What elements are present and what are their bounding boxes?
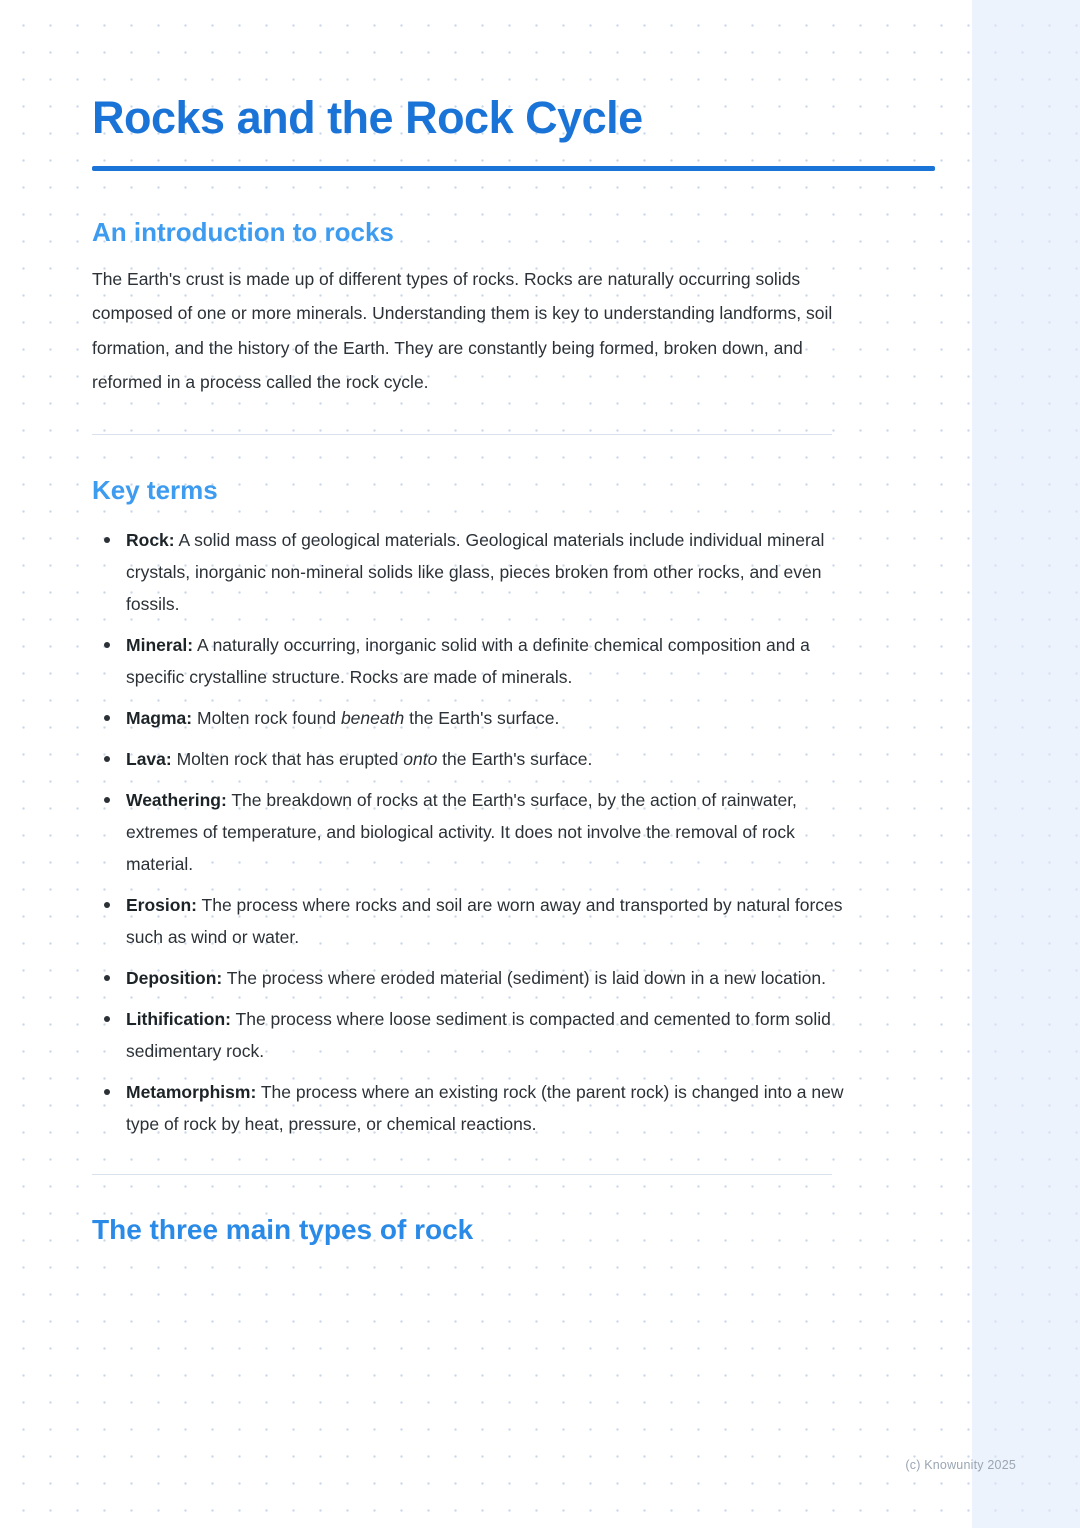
section-introduction bbox=[92, 217, 852, 400]
list-item bbox=[92, 629, 852, 693]
section-heading-types-of-rock: The three main types of rock bbox=[92, 1214, 474, 1246]
term-definition: A naturally occurring, inorganic solid with a definite chemical composition and a specific crystalline structure. Rocks are made of minerals. bbox=[126, 635, 810, 688]
section-heading-introduction: An introduction to rocks bbox=[92, 216, 394, 247]
introduction-paragraph: The Earth's crust is made up of different types of rocks. Rocks are naturally occurring solids composed of one or more minerals. Understanding them is key to understanding landforms, soil formation, and the history of the Earth. They are constantly being formed, broken down, and reformed in a process called the rock cycle. bbox=[92, 268, 833, 393]
term-definition-after: the Earth's surface. bbox=[437, 749, 593, 770]
term-label: Deposition: bbox=[126, 968, 223, 989]
term-definition-before: Molten rock that has erupted bbox=[171, 749, 404, 770]
list-item bbox=[92, 1003, 852, 1067]
term-label: Mineral: bbox=[126, 635, 194, 656]
section-divider-2 bbox=[92, 1174, 832, 1175]
list-item bbox=[92, 889, 852, 953]
term-emphasis: beneath bbox=[340, 708, 405, 729]
term-definition-after: the Earth's surface. bbox=[404, 708, 560, 729]
section-divider-1 bbox=[92, 434, 832, 435]
term-emphasis: onto bbox=[403, 749, 438, 770]
term-definition: A solid mass of geological materials. Geological materials include individual mineral crystals, inorganic non-mineral solids like glass, pieces broken from other rocks, and even fossils. bbox=[126, 530, 825, 615]
term-label: Metamorphism: bbox=[126, 1082, 257, 1103]
copyright-footer: (c) Knowunity 2025 bbox=[905, 1458, 1016, 1472]
list-item bbox=[92, 962, 852, 994]
key-terms-list bbox=[92, 524, 852, 1140]
term-label: Rock: bbox=[126, 530, 175, 550]
section-heading-key-terms: Key terms bbox=[92, 474, 218, 505]
list-item bbox=[92, 702, 852, 734]
section-key-terms bbox=[92, 475, 852, 1140]
page-title bbox=[92, 0, 852, 144]
title-underline bbox=[92, 166, 935, 171]
page-title-text: Rocks and the Rock Cycle bbox=[92, 92, 643, 143]
term-definition: The process where an existing rock (the parent rock) is changed into a new type of rock by heat, pressure, or chemical reactions. bbox=[126, 1082, 844, 1135]
document-content bbox=[92, 0, 852, 1247]
term-definition: The process where loose sediment is compacted and cemented to form solid sedimentary rock. bbox=[126, 1009, 831, 1062]
list-item bbox=[92, 784, 852, 880]
term-definition: The breakdown of rocks at the Earth's surface, by the action of rainwater, extremes of temperature, and biological activity. It does not involve the removal of rock material. bbox=[126, 790, 797, 875]
term-definition-before: Molten rock found bbox=[192, 708, 341, 729]
term-definition: The process where rocks and soil are worn away and transported by natural forces such as wind or water. bbox=[126, 895, 843, 948]
term-label: Weathering: bbox=[126, 790, 227, 811]
term-label: Lava: bbox=[126, 749, 172, 770]
right-margin-band bbox=[972, 0, 1080, 1528]
list-item bbox=[92, 743, 852, 775]
term-label: Lithification: bbox=[126, 1009, 231, 1030]
term-label: Magma: bbox=[126, 708, 193, 729]
list-item bbox=[92, 1076, 852, 1140]
section-types-of-rock bbox=[92, 1213, 852, 1247]
term-label: Erosion: bbox=[126, 895, 197, 916]
term-definition: The process where eroded material (sediment) is laid down in a new location. bbox=[222, 968, 826, 989]
list-item bbox=[92, 524, 852, 620]
